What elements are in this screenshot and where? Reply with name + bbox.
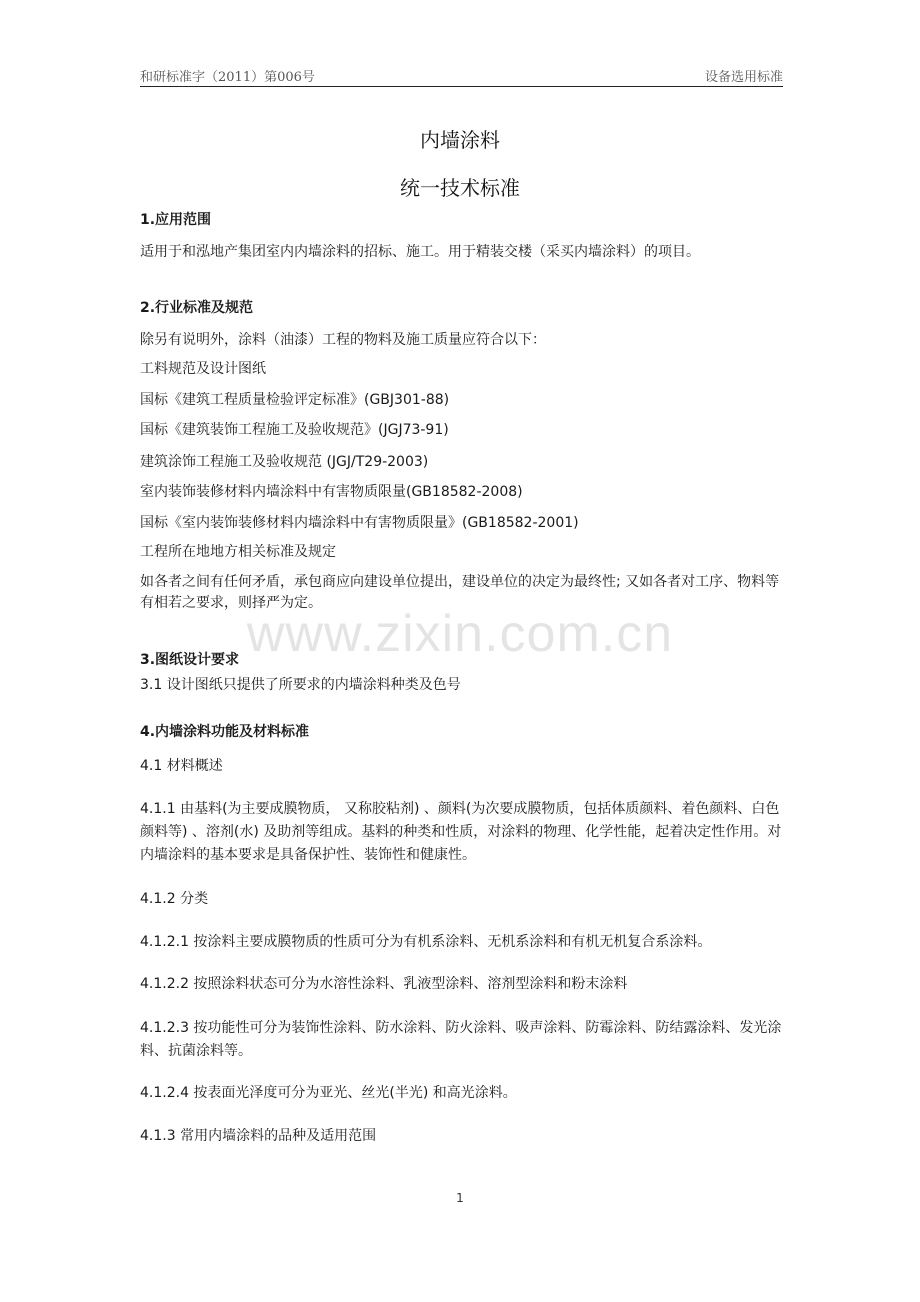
section-2-item: 国标《建筑装饰工程施工及验收规范》(JGJ73-91)	[140, 422, 449, 438]
watermark: www.zixin.com.cn	[246, 605, 674, 663]
section-1-text: 适用于和泓地产集团室内内墙涂料的招标、施工。用于精装交楼（采买内墙涂料）的项目。	[140, 244, 700, 260]
paragraph-4-1-2-3: 4.1.2.3 按功能性可分为装饰性涂料、防水涂料、防火涂料、吸声涂料、防霉涂料、防结露涂料、发光涂料、抗菌涂料等。	[140, 1020, 782, 1059]
document-subtitle: 统一技术标准	[400, 176, 520, 200]
section-2-item: 国标《建筑工程质量检验评定标准》(GBJ301-88)	[140, 392, 450, 408]
section-2-item: 室内装饰装修材料内墙涂料中有害物质限量(GB18582-2008)	[140, 484, 523, 500]
section-2-item: 国标《室内装饰装修材料内墙涂料中有害物质限量》(GB18582-2001)	[140, 515, 579, 531]
header-divider	[140, 86, 783, 87]
header-category: 设备选用标准	[704, 70, 783, 85]
subsection-4-1-3: 4.1.3 常用内墙涂料的品种及适用范围	[140, 1128, 377, 1144]
paragraph-4-1-2-4: 4.1.2.4 按表面光泽度可分为亚光、丝光(半光) 和高光涂料。	[140, 1085, 517, 1101]
section-2-item: 工料规范及设计图纸	[140, 361, 266, 377]
subsection-4-1-2: 4.1.2 分类	[140, 891, 209, 907]
section-3-heading: 3.图纸设计要求	[140, 652, 240, 668]
section-2-item: 工程所在地地方相关标准及规定	[140, 544, 336, 560]
section-1-heading: 1.应用范围	[140, 212, 212, 228]
section-3-text: 3.1 设计图纸只提供了所要求的内墙涂料种类及色号	[140, 677, 461, 693]
section-2-item: 建筑涂饰工程施工及验收规范 (JGJ/T29-2003)	[140, 454, 429, 470]
section-4-heading: 4.内墙涂料功能及材料标准	[140, 724, 310, 740]
section-2-note: 如各者之间有任何矛盾，承包商应向建设单位提出，建设单位的决定为最终性; 又如各者对工序、物料等有相若之要求，则择严为定。	[140, 574, 780, 611]
subsection-4-1: 4.1 材料概述	[140, 758, 223, 774]
page-number: 1	[456, 1191, 464, 1205]
paragraph-4-1-2-2: 4.1.2.2 按照涂料状态可分为水溶性涂料、乳液型涂料、溶剂型涂料和粉末涂料	[140, 976, 628, 992]
page-header	[140, 66, 783, 86]
document-title: 内墙涂料	[420, 128, 500, 152]
section-2-heading: 2.行业标准及规范	[140, 300, 254, 316]
section-2-item: 除另有说明外，涂料（油漆）工程的物料及施工质量应符合以下：	[140, 332, 546, 348]
paragraph-4-1-2-1: 4.1.2.1 按涂料主要成膜物质的性质可分为有机系涂料、无机系涂料和有机无机复合系涂料。	[140, 934, 712, 950]
document-number: 和研标准字（2011）第006号	[140, 70, 315, 85]
paragraph-4-1-1: 4.1.1 由基料(为主要成膜物质， 又称胶粘剂) 、颜料(为次要成膜物质，包括体质颜料、着色颜料、白色颜料等) 、溶剂(水) 及助剂等组成。基料的种类和性质，对涂料的物理、化学性能，起着决定性作用。对内墙涂料的基本要求是具备保护性、装饰性和健康性。	[140, 801, 782, 863]
